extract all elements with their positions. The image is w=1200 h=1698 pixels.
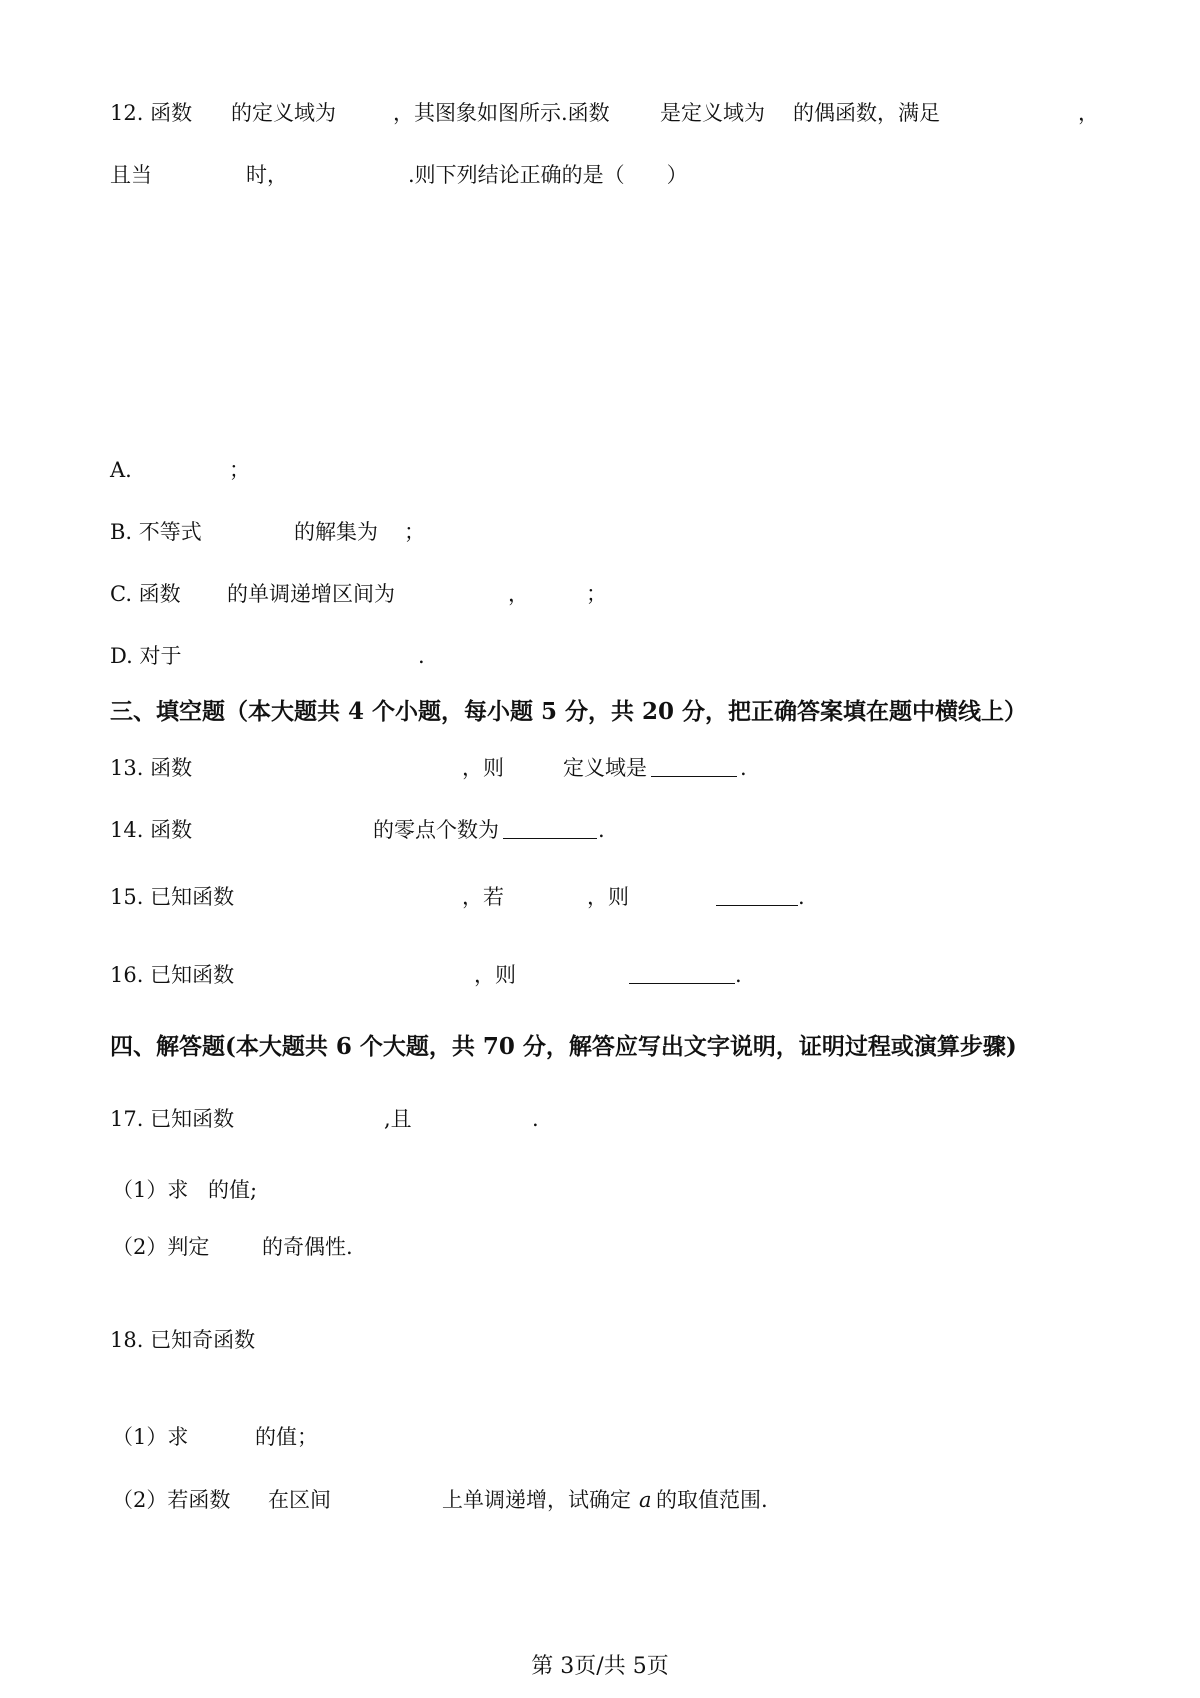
q13-label: 13. 函数 xyxy=(110,756,193,780)
q18-label: 18. 已知奇函数 xyxy=(110,1328,256,1352)
option-c-text: 的单调递增区间为 xyxy=(227,582,395,606)
section-3-title: 三、填空题（本大题共 4 个小题，每小题 5 分，共 20 分，把正确答案填在题中横线上） xyxy=(110,698,1028,725)
option-c-semicolon: ； xyxy=(586,582,607,606)
option-b-text: 的解集为 xyxy=(294,520,378,544)
q12-when-text: 且当 xyxy=(110,163,152,187)
q17-part2-text: 的奇偶性. xyxy=(262,1235,353,1259)
q12-time-text: 时， xyxy=(246,163,288,187)
option-d-label: D. 对于 xyxy=(110,644,182,668)
q12-comma: ， xyxy=(1078,101,1099,125)
q18-part1-text: 的值； xyxy=(255,1425,318,1449)
q13-domain-text: 定义域是 xyxy=(563,756,647,780)
q16-period: . xyxy=(735,963,742,987)
q14-answer-blank[interactable] xyxy=(503,818,597,839)
q18-part1-label: （1）求 xyxy=(112,1425,189,1449)
q13-period: . xyxy=(740,756,747,780)
q17-part1-text: 的值; xyxy=(208,1178,258,1202)
q15-label: 15. 已知函数 xyxy=(110,885,235,909)
section-4-title: 四、解答题(本大题共 6 个大题，共 70 分，解答应写出文字说明，证明过程或演算步骤) xyxy=(110,1033,1017,1060)
q14-zeros-text: 的零点个数为 xyxy=(373,818,499,842)
q15-period: . xyxy=(798,885,805,909)
q17-label: 17. 已知函数 xyxy=(110,1107,235,1131)
q18-part2-monotone: 上单调递增，试确定 xyxy=(442,1488,631,1512)
q16-label: 16. 已知函数 xyxy=(110,963,235,987)
q12-domain-text: 的定义域为 xyxy=(231,101,336,125)
q17-part1-label: （1）求 xyxy=(112,1178,189,1202)
q12-domain-text-2: 是定义域为 xyxy=(660,101,765,125)
q14-label: 14. 函数 xyxy=(110,818,193,842)
q15-if: ，若 xyxy=(462,885,504,909)
option-b-label: B. 不等式 xyxy=(110,520,202,544)
option-b-semicolon: ； xyxy=(404,520,425,544)
q18-variable-a: a xyxy=(639,1488,652,1512)
option-d-period: . xyxy=(418,644,425,668)
q14-period: . xyxy=(598,818,605,842)
q12-graph-text: ，其图象如图所示.函数 xyxy=(393,101,610,125)
q17-and: ,且 xyxy=(384,1107,412,1131)
q13-answer-blank[interactable] xyxy=(651,756,737,777)
option-c-label: C. 函数 xyxy=(110,582,181,606)
q12-question-text: .则下列结论正确的是（ ） xyxy=(408,163,688,187)
q18-part2-range: 的取值范围. xyxy=(656,1488,768,1512)
q17-period: . xyxy=(532,1107,539,1131)
option-a-semicolon: ； xyxy=(229,458,250,482)
q16-then: ，则 xyxy=(474,963,516,987)
option-c-comma: ， xyxy=(508,582,529,606)
q18-part2-label: （2）若函数 xyxy=(112,1488,231,1512)
q18-part2-interval: 在区间 xyxy=(268,1488,331,1512)
q12-stem-start: 12. 函数 xyxy=(110,101,193,125)
q13-then: ，则 xyxy=(462,756,504,780)
q15-answer-blank[interactable] xyxy=(716,885,798,906)
q12-even-fn-text: 的偶函数，满足 xyxy=(793,101,940,125)
option-a-label: A. xyxy=(110,458,132,482)
page-number: 第 3页/共 5页 xyxy=(531,1654,669,1679)
q15-then: ，则 xyxy=(587,885,629,909)
q16-answer-blank[interactable] xyxy=(629,963,735,984)
q17-part2-label: （2）判定 xyxy=(112,1235,210,1259)
